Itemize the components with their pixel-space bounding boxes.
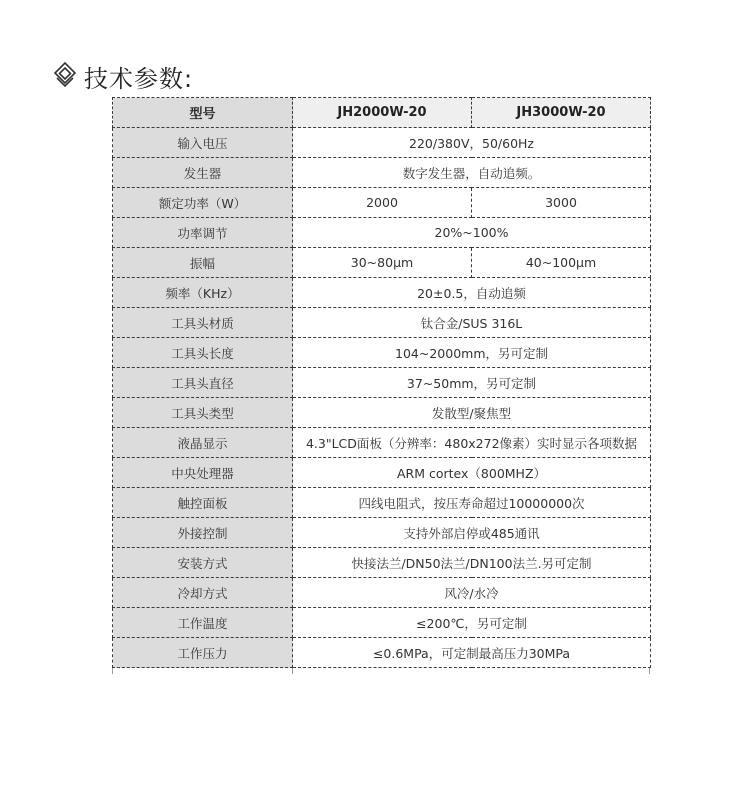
table-row [113, 488, 651, 518]
table-row [113, 278, 651, 308]
row-label-cell: 振幅 [113, 248, 293, 278]
row-label-cell: 触控面板 [113, 488, 293, 518]
diamond-layers-icon [52, 61, 84, 91]
row-value-cell: 20±0.5，自动追频 [293, 278, 651, 308]
header-label-cell: 型号 [113, 98, 293, 128]
table-row [113, 398, 651, 428]
row-label-cell: 功率调节 [113, 218, 293, 248]
row-value-cell: 数字发生器，自动追频。 [293, 158, 651, 188]
row-value-cell: 支持外部启停或485通讯 [293, 518, 651, 548]
table-row [113, 608, 651, 638]
table-row [113, 368, 651, 398]
row-value-cell: 20%~100% [293, 218, 651, 248]
row-value-cell: ≤0.6MPa，可定制最高压力30MPa [293, 638, 651, 668]
row-value-cell: 钛合金/SUS 316L [293, 308, 651, 338]
row-label-cell: 外接控制 [113, 518, 293, 548]
row-label-cell: 安装方式 [113, 548, 293, 578]
row-label-cell: 频率（KHz） [113, 278, 293, 308]
row-label-cell: 中央处理器 [113, 458, 293, 488]
table-bottom-edge [112, 668, 650, 674]
table-header-row [113, 98, 651, 128]
row-value-cell: ARM cortex（800MHZ） [293, 458, 651, 488]
row-value-cell: 104~2000mm，另可定制 [293, 338, 651, 368]
row-label-cell: 输入电压 [113, 128, 293, 158]
table-row [113, 518, 651, 548]
model-cell-jh3000w: JH3000W-20 [472, 98, 651, 128]
table-row [113, 578, 651, 608]
spec-table [112, 97, 651, 668]
row-label-cell: 工具头类型 [113, 398, 293, 428]
table-row [113, 308, 651, 338]
row-value-cell: 快接法兰/DN50法兰/DN100法兰.另可定制 [293, 548, 651, 578]
row-value-cell: 四线电阻式，按压寿命超过10000000次 [293, 488, 651, 518]
row-value-cell: 40~100μm [472, 248, 651, 278]
row-value-cell: 4.3"LCD面板（分辨率：480x272像素）实时显示各项数据 [293, 428, 651, 458]
row-value-cell: 30~80μm [293, 248, 472, 278]
row-label-cell: 工具头直径 [113, 368, 293, 398]
row-label-cell: 工具头长度 [113, 338, 293, 368]
table-row [113, 428, 651, 458]
table-row [113, 158, 651, 188]
table-row [113, 188, 651, 218]
row-value-cell: ≤200℃，另可定制 [293, 608, 651, 638]
row-value-cell: 3000 [472, 188, 651, 218]
row-value-cell: 37~50mm，另可定制 [293, 368, 651, 398]
table-row [113, 338, 651, 368]
row-value-cell: 发散型/聚焦型 [293, 398, 651, 428]
row-label-cell: 液晶显示 [113, 428, 293, 458]
table-row [113, 248, 651, 278]
row-label-cell: 工作压力 [113, 638, 293, 668]
row-label-cell: 工作温度 [113, 608, 293, 638]
table-row [113, 458, 651, 488]
table-row [113, 638, 651, 668]
row-label-cell: 发生器 [113, 158, 293, 188]
table-row [113, 548, 651, 578]
row-value-cell: 2000 [293, 188, 472, 218]
row-label-cell: 工具头材质 [113, 308, 293, 338]
row-value-cell: 220/380V，50/60Hz [293, 128, 651, 158]
row-label-cell: 额定功率（W） [113, 188, 293, 218]
table-row [113, 218, 651, 248]
row-label-cell: 冷却方式 [113, 578, 293, 608]
section-title: 技术参数: [84, 64, 194, 93]
section-heading [52, 58, 193, 94]
table-row [113, 128, 651, 158]
model-cell-jh2000w: JH2000W-20 [293, 98, 472, 128]
row-value-cell: 风冷/水冷 [293, 578, 651, 608]
